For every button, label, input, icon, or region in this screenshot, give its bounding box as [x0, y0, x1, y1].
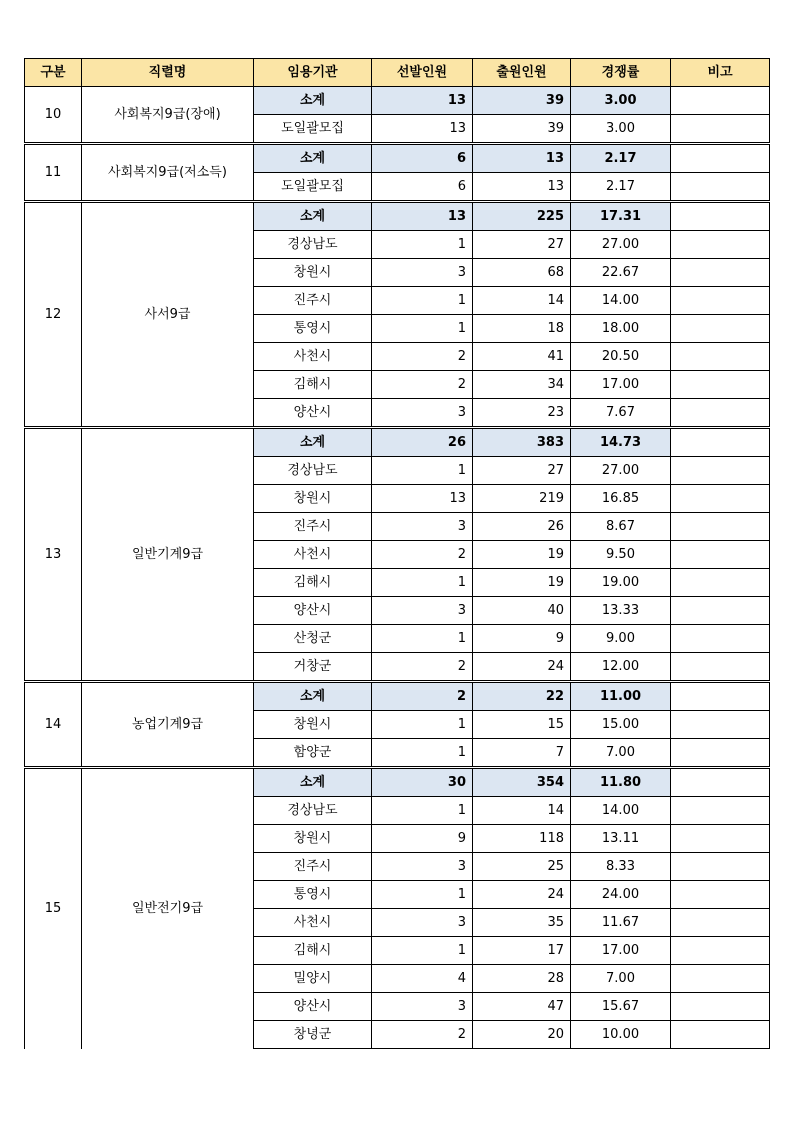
group-number: 15 [25, 768, 82, 1049]
rate-cell: 17.00 [571, 937, 671, 965]
group-number: 10 [25, 87, 82, 144]
applicants-cell: 27 [473, 231, 571, 259]
applicants-cell: 19 [473, 541, 571, 569]
org-cell: 창원시 [254, 485, 372, 513]
selected-cell: 1 [372, 569, 473, 597]
applicants-cell: 383 [473, 428, 571, 457]
rate-cell: 27.00 [571, 457, 671, 485]
note-cell [671, 259, 770, 287]
org-cell: 사천시 [254, 909, 372, 937]
rate-cell: 14.73 [571, 428, 671, 457]
note-cell [671, 937, 770, 965]
org-cell: 진주시 [254, 287, 372, 315]
applicants-cell: 219 [473, 485, 571, 513]
rate-cell: 7.00 [571, 739, 671, 768]
applicants-cell: 39 [473, 87, 571, 115]
rate-cell: 14.00 [571, 797, 671, 825]
org-cell: 창녕군 [254, 1021, 372, 1049]
group-number: 11 [25, 144, 82, 202]
org-cell: 양산시 [254, 399, 372, 428]
org-cell: 도일괄모집 [254, 173, 372, 202]
rate-cell: 11.67 [571, 909, 671, 937]
note-cell [671, 399, 770, 428]
applicants-cell: 24 [473, 653, 571, 682]
group-number: 13 [25, 428, 82, 682]
applicants-cell: 40 [473, 597, 571, 625]
rate-cell: 14.00 [571, 287, 671, 315]
header-job: 직렬명 [82, 59, 254, 87]
rate-cell: 3.00 [571, 87, 671, 115]
org-cell: 경상남도 [254, 231, 372, 259]
selected-cell: 13 [372, 87, 473, 115]
selected-cell: 1 [372, 739, 473, 768]
note-cell [671, 653, 770, 682]
org-cell: 함양군 [254, 739, 372, 768]
job-title: 농업기계9급 [82, 682, 254, 768]
note-cell [671, 144, 770, 173]
selected-cell: 2 [372, 541, 473, 569]
org-cell: 소계 [254, 87, 372, 115]
note-cell [671, 457, 770, 485]
rate-cell: 8.33 [571, 853, 671, 881]
job-title: 일반기계9급 [82, 428, 254, 682]
applicants-cell: 18 [473, 315, 571, 343]
note-cell [671, 485, 770, 513]
competition-rate-table [24, 58, 770, 1049]
selected-cell: 30 [372, 768, 473, 797]
note-cell [671, 371, 770, 399]
org-cell: 김해시 [254, 569, 372, 597]
group-number: 12 [25, 202, 82, 428]
rate-cell: 7.00 [571, 965, 671, 993]
note-cell [671, 965, 770, 993]
selected-cell: 4 [372, 965, 473, 993]
note-cell [671, 682, 770, 711]
note-cell [671, 202, 770, 231]
org-cell: 양산시 [254, 597, 372, 625]
note-cell [671, 768, 770, 797]
subtotal-row [25, 202, 770, 231]
note-cell [671, 711, 770, 739]
org-cell: 소계 [254, 682, 372, 711]
applicants-cell: 13 [473, 173, 571, 202]
org-cell: 경상남도 [254, 457, 372, 485]
selected-cell: 1 [372, 625, 473, 653]
rate-cell: 3.00 [571, 115, 671, 144]
applicants-cell: 13 [473, 144, 571, 173]
rate-cell: 7.67 [571, 399, 671, 428]
rate-cell: 2.17 [571, 144, 671, 173]
org-cell: 창원시 [254, 825, 372, 853]
rate-cell: 16.85 [571, 485, 671, 513]
selected-cell: 9 [372, 825, 473, 853]
rate-cell: 17.00 [571, 371, 671, 399]
selected-cell: 1 [372, 711, 473, 739]
selected-cell: 13 [372, 202, 473, 231]
selected-cell: 3 [372, 259, 473, 287]
rate-cell: 24.00 [571, 881, 671, 909]
header-applicants: 출원인원 [473, 59, 571, 87]
rate-cell: 19.00 [571, 569, 671, 597]
note-cell [671, 541, 770, 569]
org-cell: 창원시 [254, 711, 372, 739]
selected-cell: 26 [372, 428, 473, 457]
job-title: 사회복지9급(장애) [82, 87, 254, 144]
org-cell: 김해시 [254, 371, 372, 399]
header-org: 임용기관 [254, 59, 372, 87]
rate-cell: 15.67 [571, 993, 671, 1021]
selected-cell: 3 [372, 993, 473, 1021]
org-cell: 창원시 [254, 259, 372, 287]
note-cell [671, 993, 770, 1021]
org-cell: 사천시 [254, 343, 372, 371]
rate-cell: 11.80 [571, 768, 671, 797]
note-cell [671, 173, 770, 202]
note-cell [671, 513, 770, 541]
rate-cell: 18.00 [571, 315, 671, 343]
applicants-cell: 7 [473, 739, 571, 768]
rate-cell: 20.50 [571, 343, 671, 371]
rate-cell: 15.00 [571, 711, 671, 739]
subtotal-row [25, 87, 770, 115]
applicants-cell: 27 [473, 457, 571, 485]
selected-cell: 3 [372, 597, 473, 625]
applicants-cell: 17 [473, 937, 571, 965]
note-cell [671, 1021, 770, 1049]
org-cell: 경상남도 [254, 797, 372, 825]
org-cell: 거창군 [254, 653, 372, 682]
group-number: 14 [25, 682, 82, 768]
applicants-cell: 47 [473, 993, 571, 1021]
applicants-cell: 22 [473, 682, 571, 711]
applicants-cell: 15 [473, 711, 571, 739]
subtotal-row [25, 428, 770, 457]
selected-cell: 13 [372, 485, 473, 513]
rate-cell: 13.33 [571, 597, 671, 625]
header-rate: 경쟁률 [571, 59, 671, 87]
org-cell: 통영시 [254, 881, 372, 909]
applicants-cell: 118 [473, 825, 571, 853]
note-cell [671, 797, 770, 825]
job-title: 사회복지9급(저소득) [82, 144, 254, 202]
org-cell: 소계 [254, 768, 372, 797]
selected-cell: 1 [372, 287, 473, 315]
note-cell [671, 315, 770, 343]
selected-cell: 6 [372, 144, 473, 173]
selected-cell: 1 [372, 881, 473, 909]
selected-cell: 1 [372, 797, 473, 825]
rate-cell: 12.00 [571, 653, 671, 682]
note-cell [671, 597, 770, 625]
org-cell: 소계 [254, 144, 372, 173]
applicants-cell: 24 [473, 881, 571, 909]
applicants-cell: 26 [473, 513, 571, 541]
selected-cell: 3 [372, 513, 473, 541]
rate-cell: 27.00 [571, 231, 671, 259]
applicants-cell: 14 [473, 797, 571, 825]
selected-cell: 2 [372, 682, 473, 711]
org-cell: 통영시 [254, 315, 372, 343]
applicants-cell: 14 [473, 287, 571, 315]
rate-cell: 8.67 [571, 513, 671, 541]
org-cell: 소계 [254, 428, 372, 457]
applicants-cell: 35 [473, 909, 571, 937]
note-cell [671, 881, 770, 909]
applicants-cell: 68 [473, 259, 571, 287]
rate-cell: 11.00 [571, 682, 671, 711]
applicants-cell: 354 [473, 768, 571, 797]
note-cell [671, 87, 770, 115]
rate-cell: 22.67 [571, 259, 671, 287]
note-cell [671, 909, 770, 937]
note-cell [671, 825, 770, 853]
rate-cell: 2.17 [571, 173, 671, 202]
applicants-cell: 25 [473, 853, 571, 881]
header-note: 비고 [671, 59, 770, 87]
header-selected: 선발인원 [372, 59, 473, 87]
selected-cell: 13 [372, 115, 473, 144]
note-cell [671, 853, 770, 881]
header-row [25, 59, 770, 87]
applicants-cell: 39 [473, 115, 571, 144]
org-cell: 양산시 [254, 993, 372, 1021]
applicants-cell: 20 [473, 1021, 571, 1049]
note-cell [671, 231, 770, 259]
subtotal-row [25, 682, 770, 711]
selected-cell: 1 [372, 231, 473, 259]
note-cell [671, 569, 770, 597]
applicants-cell: 28 [473, 965, 571, 993]
selected-cell: 1 [372, 315, 473, 343]
note-cell [671, 287, 770, 315]
note-cell [671, 115, 770, 144]
org-cell: 산청군 [254, 625, 372, 653]
applicants-cell: 19 [473, 569, 571, 597]
header-no: 구분 [25, 59, 82, 87]
rate-cell: 10.00 [571, 1021, 671, 1049]
rate-cell: 17.31 [571, 202, 671, 231]
subtotal-row [25, 768, 770, 797]
table-header [25, 59, 770, 87]
org-cell: 김해시 [254, 937, 372, 965]
note-cell [671, 625, 770, 653]
job-title: 일반전기9급 [82, 768, 254, 1049]
selected-cell: 3 [372, 399, 473, 428]
note-cell [671, 739, 770, 768]
selected-cell: 3 [372, 909, 473, 937]
table-body [25, 87, 770, 1049]
org-cell: 밀양시 [254, 965, 372, 993]
rate-cell: 9.50 [571, 541, 671, 569]
org-cell: 도일괄모집 [254, 115, 372, 144]
org-cell: 사천시 [254, 541, 372, 569]
selected-cell: 2 [372, 371, 473, 399]
selected-cell: 2 [372, 1021, 473, 1049]
org-cell: 진주시 [254, 513, 372, 541]
applicants-cell: 225 [473, 202, 571, 231]
selected-cell: 1 [372, 937, 473, 965]
note-cell [671, 428, 770, 457]
rate-cell: 13.11 [571, 825, 671, 853]
rate-cell: 9.00 [571, 625, 671, 653]
org-cell: 소계 [254, 202, 372, 231]
applicants-cell: 34 [473, 371, 571, 399]
applicants-cell: 9 [473, 625, 571, 653]
applicants-cell: 41 [473, 343, 571, 371]
selected-cell: 3 [372, 853, 473, 881]
applicants-cell: 23 [473, 399, 571, 428]
job-title: 사서9급 [82, 202, 254, 428]
note-cell [671, 343, 770, 371]
selected-cell: 2 [372, 653, 473, 682]
selected-cell: 6 [372, 173, 473, 202]
org-cell: 진주시 [254, 853, 372, 881]
selected-cell: 1 [372, 457, 473, 485]
subtotal-row [25, 144, 770, 173]
selected-cell: 2 [372, 343, 473, 371]
